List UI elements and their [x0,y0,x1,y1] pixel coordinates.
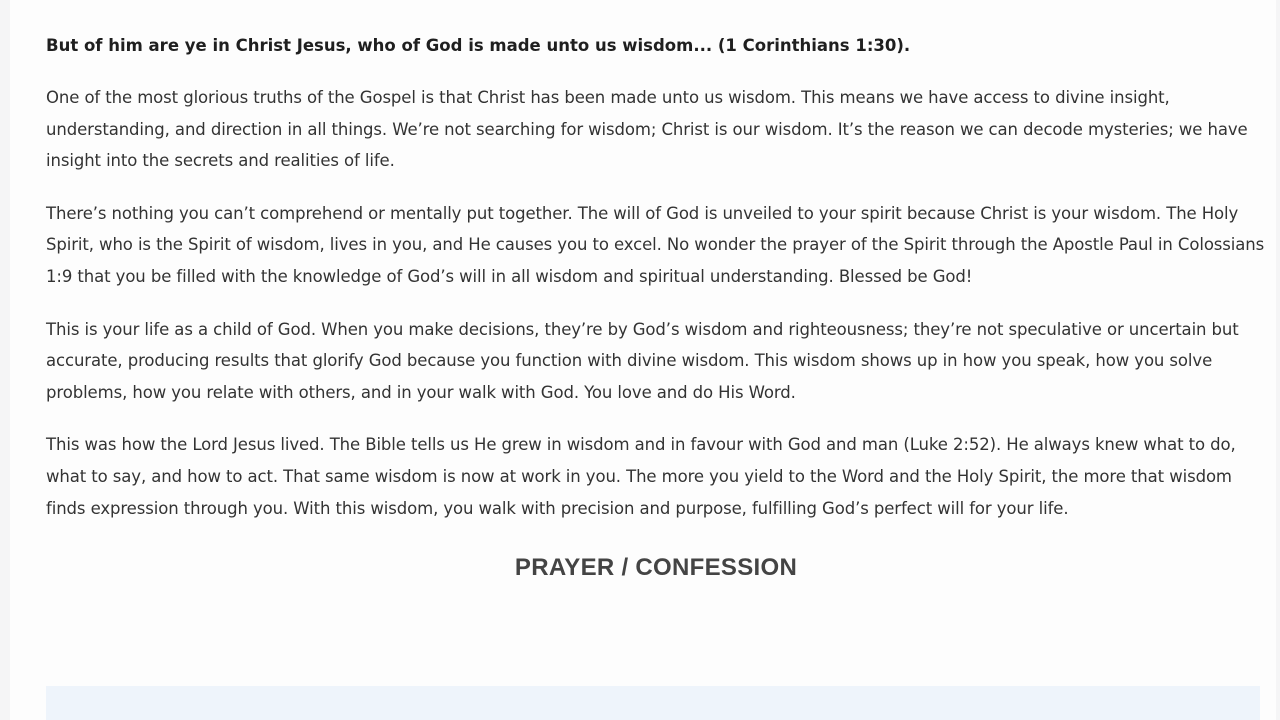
article-paragraph-2: There’s nothing you can’t comprehend or mentally put together. The will of God is unveiled to your spirit because Christ is your wisdom. The Holy Spirit, who is the Spirit of wisdom, lives in you, and He causes you to excel. No wonder the prayer of the Spirit through the Apostle Paul in Colossians 1:9 that you be filled with the knowledge of God’s will in all wisdom and spiritual understanding. Blessed be God! [46,203,1265,286]
prayer-confession-box [46,686,1260,720]
prayer-confession-heading: PRAYER / CONFESSION [514,554,798,582]
scripture-verse: But of him are ye in Christ Jesus, who of God is made unto us wisdom... (1 Corinthians 1:30). [46,36,911,55]
article-paragraph-4: This was how the Lord Jesus lived. The Bible tells us He grew in wisdom and in favour with God and man (Luke 2:52). He always knew what to do, what to say, and how to act. That same wisdom is now at work in you. The more you yield to the Word and the Holy Spirit, the more that wisdom finds expression through you. With this wisdom, you walk with precision and purpose, fulfilling God’s perfect will for your life. [46,435,1236,518]
article-paragraph-1: One of the most glorious truths of the Gospel is that Christ has been made unto us wisdom. This means we have access to divine insight, understanding, and direction in all things. We’re not searching for wisdom; Christ is our wisdom. It’s the reason we can decode mysteries; we have insight into the secrets and realities of life. [46,88,1248,171]
article-content [46,30,1266,582]
article-page [10,0,1276,720]
article-paragraph-3: This is your life as a child of God. When you make decisions, they’re by God’s wisdom and righteousness; they’re not speculative or uncertain but accurate, producing results that glorify God because you function with divine wisdom. This wisdom shows up in how you speak, how you solve problems, how you relate with others, and in your walk with God. You love and do His Word. [46,319,1239,402]
